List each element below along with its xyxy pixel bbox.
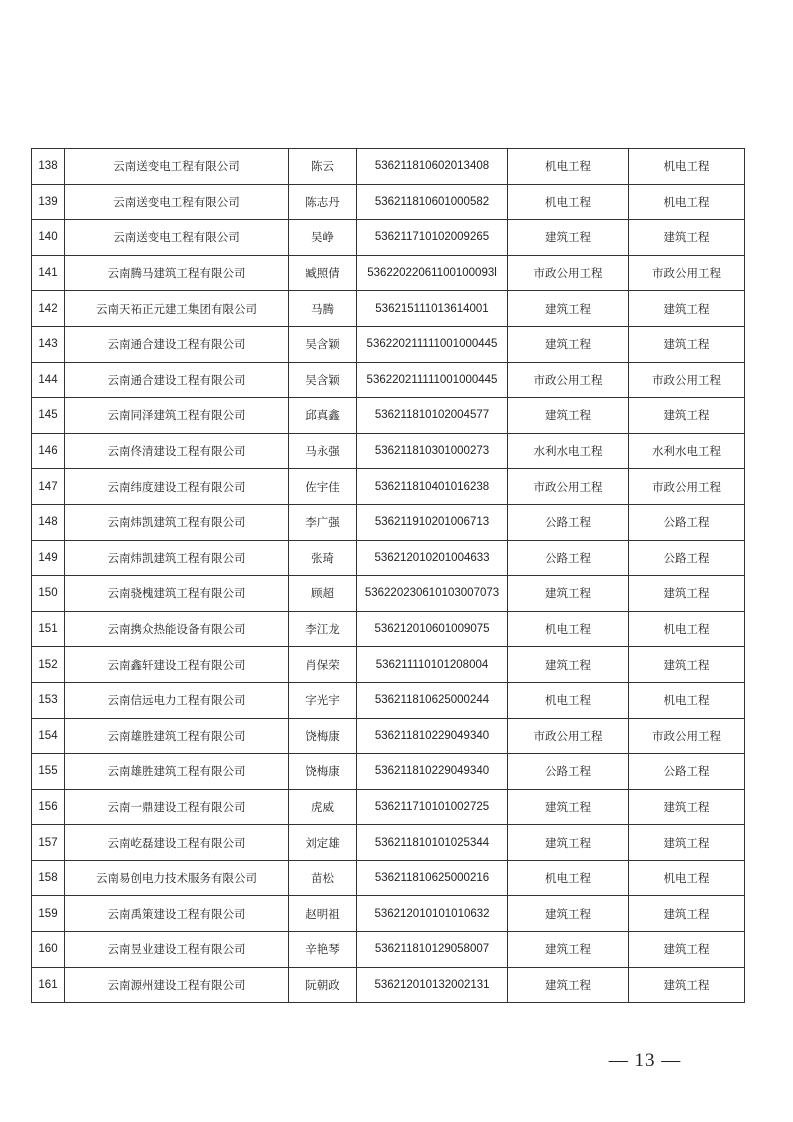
scope-cell: 建筑工程 bbox=[629, 896, 745, 932]
row-number-cell: 154 bbox=[32, 718, 65, 754]
row-number-cell: 141 bbox=[32, 255, 65, 291]
company-cell: 云南纬度建设工程有限公司 bbox=[65, 469, 289, 505]
specialty-cell: 机电工程 bbox=[508, 149, 629, 185]
company-cell: 云南佟清建设工程有限公司 bbox=[65, 433, 289, 469]
specialty-cell: 建筑工程 bbox=[508, 398, 629, 434]
specialty-cell: 建筑工程 bbox=[508, 932, 629, 968]
specialty-cell: 公路工程 bbox=[508, 540, 629, 576]
scope-cell: 机电工程 bbox=[629, 149, 745, 185]
company-cell: 云南一鼎建设工程有限公司 bbox=[65, 789, 289, 825]
certificate-number-cell: 536212010101010632 bbox=[357, 896, 508, 932]
table-row bbox=[32, 682, 745, 718]
specialty-cell: 建筑工程 bbox=[508, 576, 629, 612]
certificate-number-cell: 536211110101208004 bbox=[357, 647, 508, 683]
certificate-number-cell: 536211810129058007 bbox=[357, 932, 508, 968]
certificate-number-cell: 536211810625000216 bbox=[357, 860, 508, 896]
scope-cell: 市政公用工程 bbox=[629, 255, 745, 291]
certificate-number-cell: 536211810301000273 bbox=[357, 433, 508, 469]
scope-cell: 公路工程 bbox=[629, 754, 745, 790]
row-number-cell: 153 bbox=[32, 682, 65, 718]
row-number-cell: 148 bbox=[32, 504, 65, 540]
certificate-number-cell: 536211710101002725 bbox=[357, 789, 508, 825]
table-row bbox=[32, 184, 745, 220]
company-cell: 云南信远电力工程有限公司 bbox=[65, 682, 289, 718]
person-name-cell: 刘定雄 bbox=[289, 825, 357, 861]
company-cell: 云南雄胜建筑工程有限公司 bbox=[65, 718, 289, 754]
table-row bbox=[32, 896, 745, 932]
scope-cell: 建筑工程 bbox=[629, 825, 745, 861]
company-cell: 云南炜凯建筑工程有限公司 bbox=[65, 504, 289, 540]
specialty-cell: 公路工程 bbox=[508, 504, 629, 540]
specialty-cell: 建筑工程 bbox=[508, 896, 629, 932]
person-name-cell: 肖保荣 bbox=[289, 647, 357, 683]
company-cell: 云南送变电工程有限公司 bbox=[65, 184, 289, 220]
scope-cell: 机电工程 bbox=[629, 860, 745, 896]
person-name-cell: 臧照倩 bbox=[289, 255, 357, 291]
person-name-cell: 苗松 bbox=[289, 860, 357, 896]
row-number-cell: 152 bbox=[32, 647, 65, 683]
scope-cell: 机电工程 bbox=[629, 184, 745, 220]
row-number-cell: 146 bbox=[32, 433, 65, 469]
person-name-cell: 马永强 bbox=[289, 433, 357, 469]
specialty-cell: 机电工程 bbox=[508, 860, 629, 896]
company-cell: 云南鑫轩建设工程有限公司 bbox=[65, 647, 289, 683]
scope-cell: 建筑工程 bbox=[629, 326, 745, 362]
person-name-cell: 饶梅康 bbox=[289, 754, 357, 790]
specialty-cell: 机电工程 bbox=[508, 184, 629, 220]
certificate-number-cell: 536215111013614001 bbox=[357, 291, 508, 327]
scope-cell: 建筑工程 bbox=[629, 789, 745, 825]
row-number-cell: 143 bbox=[32, 326, 65, 362]
specialty-cell: 市政公用工程 bbox=[508, 255, 629, 291]
table-row bbox=[32, 754, 745, 790]
certificate-number-cell: 53622021111100100044​5 bbox=[357, 326, 508, 362]
table-row bbox=[32, 647, 745, 683]
table-row bbox=[32, 860, 745, 896]
specialty-cell: 建筑工程 bbox=[508, 326, 629, 362]
company-cell: 云南通合建设工程有限公司 bbox=[65, 362, 289, 398]
certificate-number-cell: 536212010601009075 bbox=[357, 611, 508, 647]
certificate-number-cell: 536211710102009265 bbox=[357, 220, 508, 256]
company-cell: 云南送变电工程有限公司 bbox=[65, 220, 289, 256]
specialty-cell: 市政公用工程 bbox=[508, 362, 629, 398]
company-cell: 云南源州建设工程有限公司 bbox=[65, 967, 289, 1003]
person-name-cell: 吴含颖 bbox=[289, 326, 357, 362]
person-name-cell: 李广强 bbox=[289, 504, 357, 540]
table-row bbox=[32, 326, 745, 362]
person-name-cell: 虎威 bbox=[289, 789, 357, 825]
certificate-number-cell: 536211810602013408 bbox=[357, 149, 508, 185]
certificate-number-cell: 536211810102004577 bbox=[357, 398, 508, 434]
specialty-cell: 建筑工程 bbox=[508, 647, 629, 683]
specialty-cell: 建筑工程 bbox=[508, 789, 629, 825]
row-number-cell: 140 bbox=[32, 220, 65, 256]
table-row bbox=[32, 220, 745, 256]
company-cell: 云南骁槐建筑工程有限公司 bbox=[65, 576, 289, 612]
certificate-number-cell: 536220230610103007073 bbox=[357, 576, 508, 612]
certificate-number-cell: 536211810229049340 bbox=[357, 718, 508, 754]
table-row bbox=[32, 469, 745, 505]
company-cell: 云南昱业建设工程有限公司 bbox=[65, 932, 289, 968]
scope-cell: 机电工程 bbox=[629, 682, 745, 718]
row-number-cell: 159 bbox=[32, 896, 65, 932]
company-cell: 云南雄胜建筑工程有限公司 bbox=[65, 754, 289, 790]
specialty-cell: 机电工程 bbox=[508, 611, 629, 647]
person-name-cell: 马腾 bbox=[289, 291, 357, 327]
person-name-cell: 字光宇 bbox=[289, 682, 357, 718]
certificate-number-cell: 536211910201006713 bbox=[357, 504, 508, 540]
company-cell: 云南同泽建筑工程有限公司 bbox=[65, 398, 289, 434]
certificate-number-cell: 536212010132002131 bbox=[357, 967, 508, 1003]
scope-cell: 市政公用工程 bbox=[629, 362, 745, 398]
certificate-number-cell: 536211810601000582 bbox=[357, 184, 508, 220]
person-name-cell: 饶梅康 bbox=[289, 718, 357, 754]
scope-cell: 公路工程 bbox=[629, 540, 745, 576]
person-name-cell: 陈云 bbox=[289, 149, 357, 185]
table-row bbox=[32, 789, 745, 825]
scope-cell: 机电工程 bbox=[629, 611, 745, 647]
table-row bbox=[32, 255, 745, 291]
scope-cell: 建筑工程 bbox=[629, 576, 745, 612]
company-cell: 云南易创电力技术服务有限公司 bbox=[65, 860, 289, 896]
scope-cell: 建筑工程 bbox=[629, 967, 745, 1003]
certificate-number-cell: 536212010201004633 bbox=[357, 540, 508, 576]
specialty-cell: 建筑工程 bbox=[508, 291, 629, 327]
table-row bbox=[32, 825, 745, 861]
scope-cell: 公路工程 bbox=[629, 504, 745, 540]
row-number-cell: 147 bbox=[32, 469, 65, 505]
row-number-cell: 142 bbox=[32, 291, 65, 327]
person-name-cell: 吴含颖 bbox=[289, 362, 357, 398]
table-row bbox=[32, 433, 745, 469]
person-name-cell: 顾超 bbox=[289, 576, 357, 612]
table-row bbox=[32, 932, 745, 968]
company-cell: 云南天祏正元建工集团有限公司 bbox=[65, 291, 289, 327]
specialty-cell: 建筑工程 bbox=[508, 220, 629, 256]
specialty-cell: 建筑工程 bbox=[508, 825, 629, 861]
company-cell: 云南屹磊建设工程有限公司 bbox=[65, 825, 289, 861]
certificate-number-cell: 536220211111001000445 bbox=[357, 362, 508, 398]
table-row bbox=[32, 398, 745, 434]
specialty-cell: 水利水电工程 bbox=[508, 433, 629, 469]
certificate-number-cell: 536211810229049340 bbox=[357, 754, 508, 790]
page-number: — 13 — bbox=[608, 1050, 682, 1071]
table-body bbox=[32, 149, 745, 1003]
table-row bbox=[32, 967, 745, 1003]
row-number-cell: 138 bbox=[32, 149, 65, 185]
person-name-cell: 阮朝政 bbox=[289, 967, 357, 1003]
certificate-number-cell: 536211810401016238 bbox=[357, 469, 508, 505]
company-cell: 云南腾马建筑工程有限公司 bbox=[65, 255, 289, 291]
certificate-number-cell: 536211810101025344 bbox=[357, 825, 508, 861]
row-number-cell: 145 bbox=[32, 398, 65, 434]
scope-cell: 建筑工程 bbox=[629, 398, 745, 434]
person-name-cell: 张琦 bbox=[289, 540, 357, 576]
certificate-number-cell: 53622022061100100093l bbox=[357, 255, 508, 291]
scope-cell: 建筑工程 bbox=[629, 291, 745, 327]
table-row bbox=[32, 611, 745, 647]
scope-cell: 建筑工程 bbox=[629, 647, 745, 683]
person-name-cell: 邱真鑫 bbox=[289, 398, 357, 434]
specialty-cell: 公路工程 bbox=[508, 754, 629, 790]
table-row bbox=[32, 149, 745, 185]
row-number-cell: 149 bbox=[32, 540, 65, 576]
row-number-cell: 156 bbox=[32, 789, 65, 825]
company-cell: 云南送变电工程有限公司 bbox=[65, 149, 289, 185]
scope-cell: 市政公用工程 bbox=[629, 718, 745, 754]
row-number-cell: 161 bbox=[32, 967, 65, 1003]
scope-cell: 建筑工程 bbox=[629, 932, 745, 968]
company-cell: 云南携众热能设备有限公司 bbox=[65, 611, 289, 647]
specialty-cell: 市政公用工程 bbox=[508, 718, 629, 754]
scope-cell: 市政公用工程 bbox=[629, 469, 745, 505]
company-cell: 云南禹策建设工程有限公司 bbox=[65, 896, 289, 932]
specialty-cell: 市政公用工程 bbox=[508, 469, 629, 505]
row-number-cell: 151 bbox=[32, 611, 65, 647]
specialty-cell: 机电工程 bbox=[508, 682, 629, 718]
table-row bbox=[32, 718, 745, 754]
person-name-cell: 赵明祖 bbox=[289, 896, 357, 932]
table-row bbox=[32, 291, 745, 327]
row-number-cell: 144 bbox=[32, 362, 65, 398]
specialty-cell: 建筑工程 bbox=[508, 967, 629, 1003]
row-number-cell: 158 bbox=[32, 860, 65, 896]
table-row bbox=[32, 540, 745, 576]
person-name-cell: 吴峥 bbox=[289, 220, 357, 256]
certificate-number-cell: 536211810625000244 bbox=[357, 682, 508, 718]
table-row bbox=[32, 576, 745, 612]
company-cell: 云南炜凯建筑工程有限公司 bbox=[65, 540, 289, 576]
row-number-cell: 139 bbox=[32, 184, 65, 220]
scope-cell: 水利水电工程 bbox=[629, 433, 745, 469]
row-number-cell: 160 bbox=[32, 932, 65, 968]
person-name-cell: 李江龙 bbox=[289, 611, 357, 647]
table-row bbox=[32, 362, 745, 398]
person-name-cell: 佐宇佳 bbox=[289, 469, 357, 505]
row-number-cell: 150 bbox=[32, 576, 65, 612]
registration-table bbox=[31, 148, 745, 1003]
row-number-cell: 155 bbox=[32, 754, 65, 790]
scope-cell: 建筑工程 bbox=[629, 220, 745, 256]
table-row bbox=[32, 504, 745, 540]
company-cell: 云南通合建设工程有限公司 bbox=[65, 326, 289, 362]
row-number-cell: 157 bbox=[32, 825, 65, 861]
person-name-cell: 陈志丹 bbox=[289, 184, 357, 220]
person-name-cell: 辛艳琴 bbox=[289, 932, 357, 968]
